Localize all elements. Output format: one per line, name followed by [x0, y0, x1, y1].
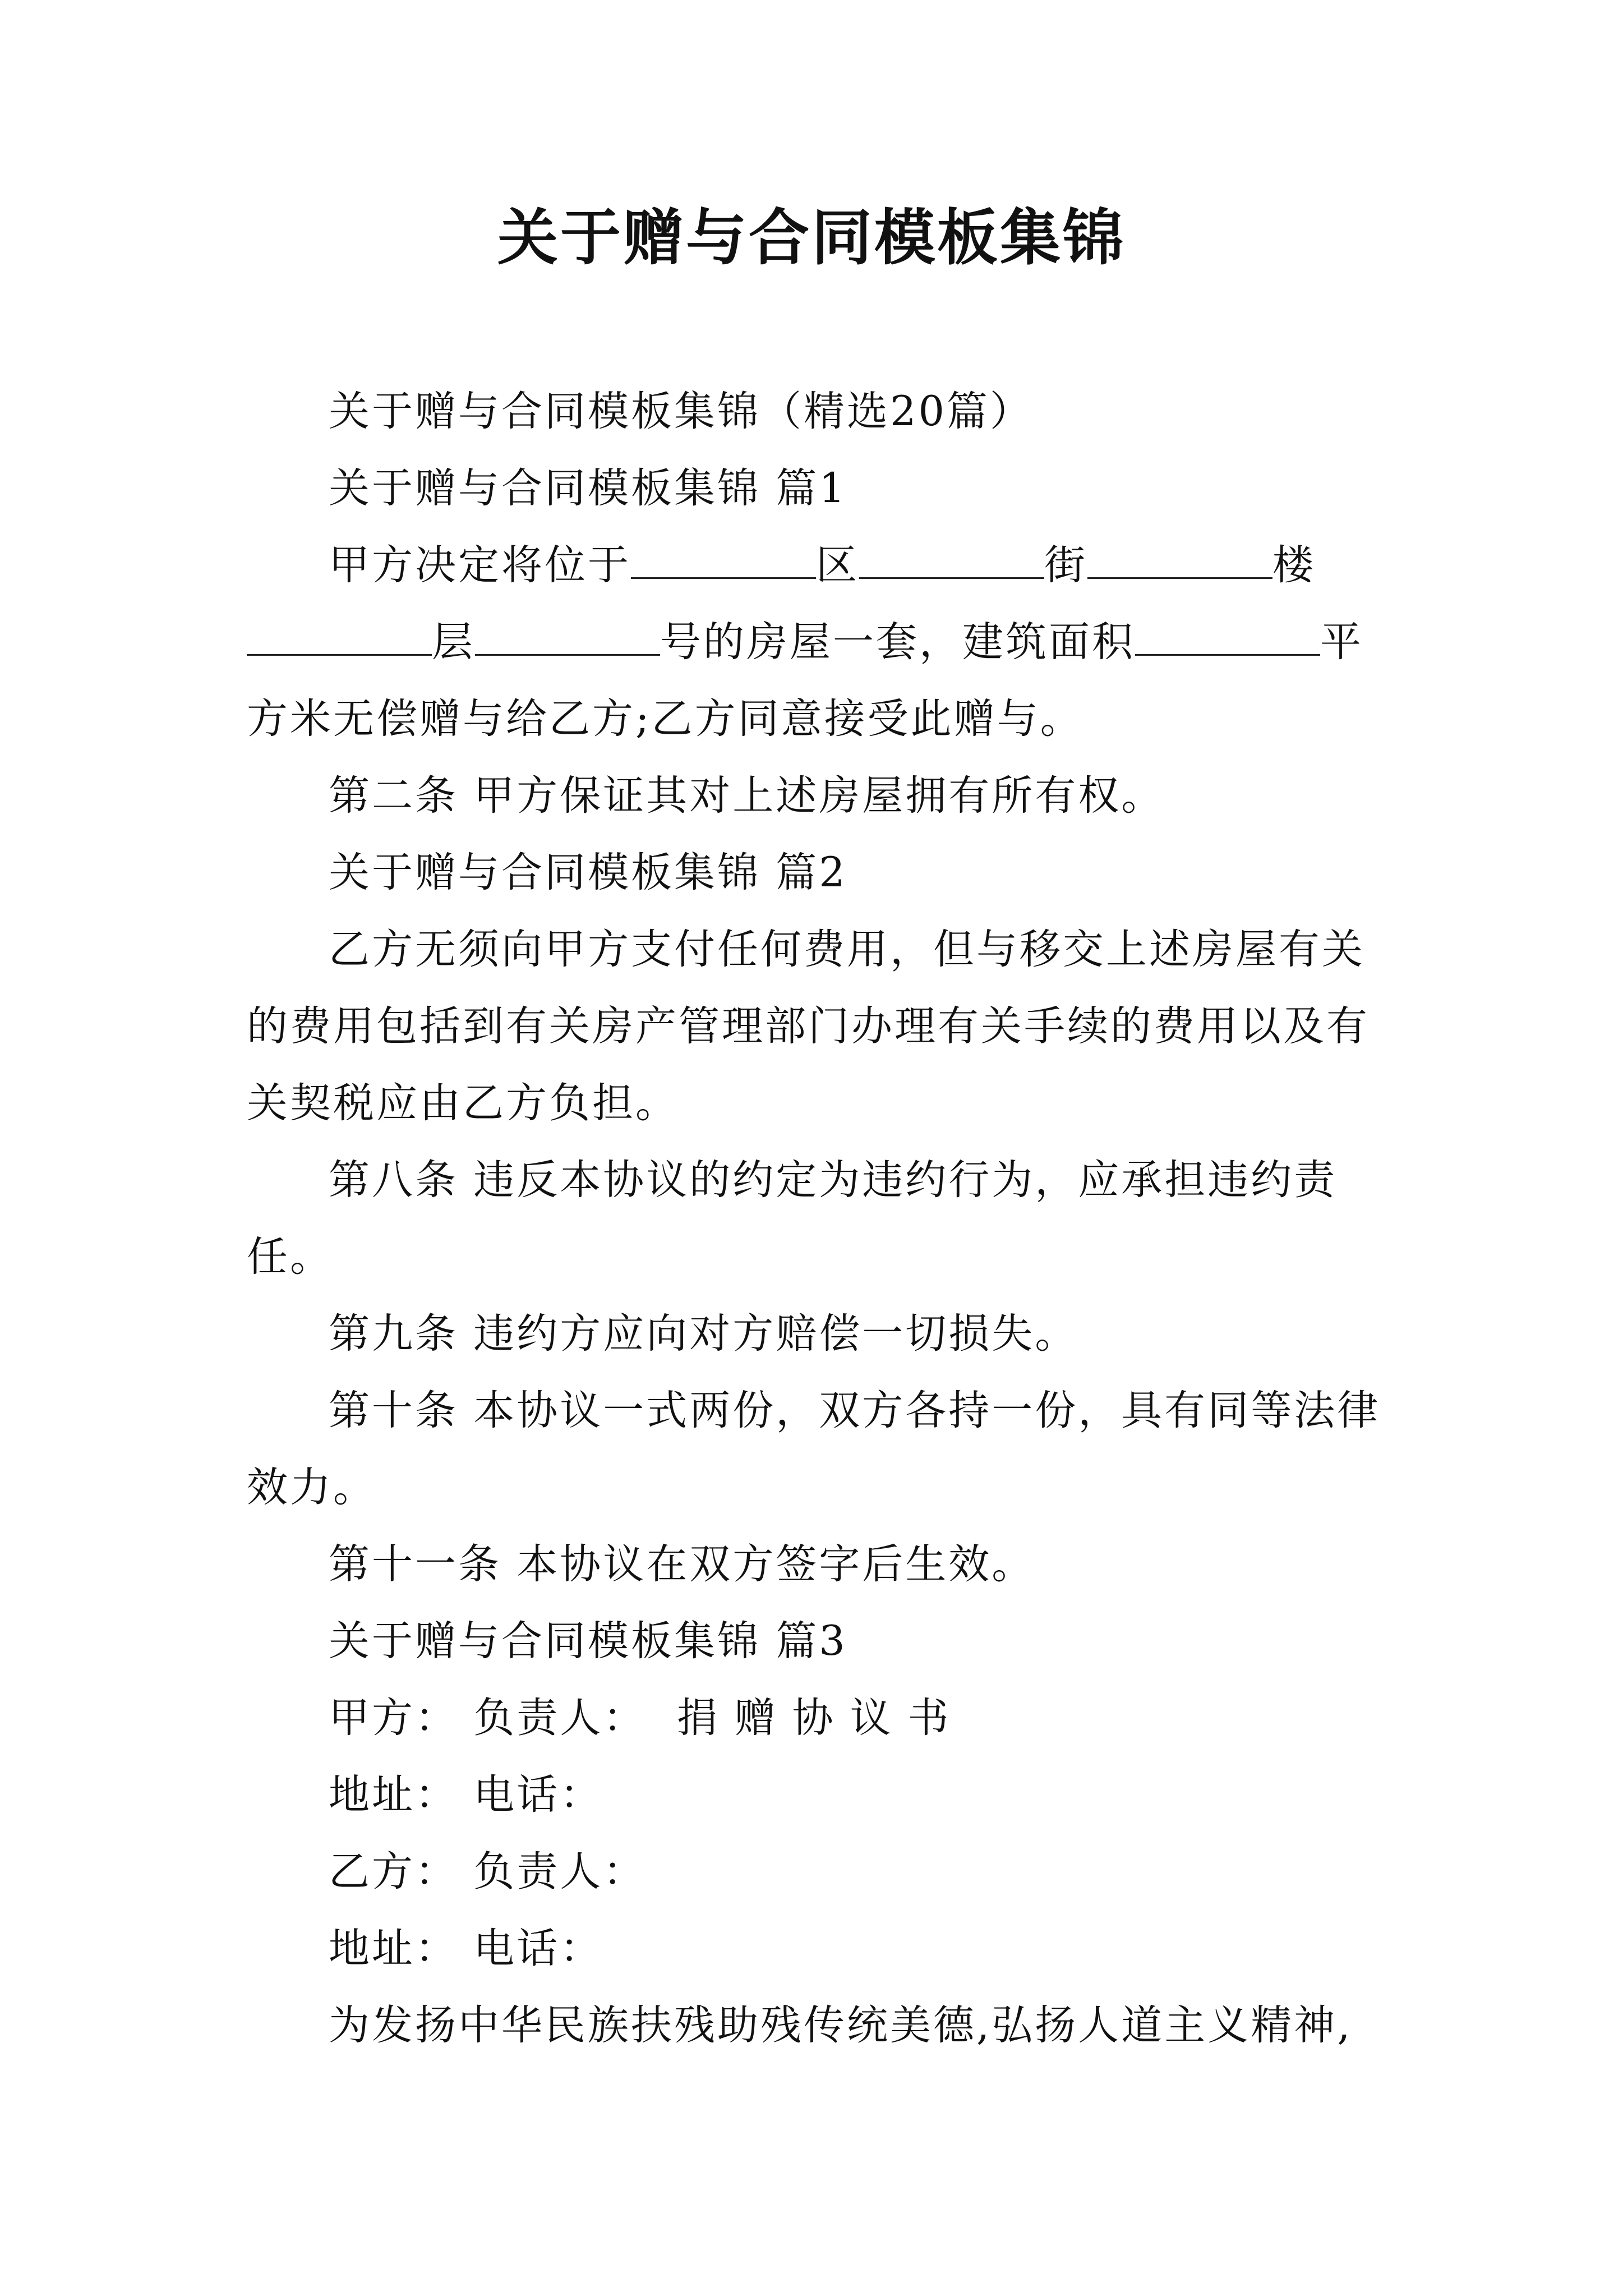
paragraph-text: 甲方决定将位于 — [329, 541, 631, 589]
party-b-line: 乙方： 负责人： — [329, 1848, 647, 1895]
blank-line — [631, 577, 816, 579]
section-heading-1: 关于赠与合同模板集锦 篇1 — [329, 464, 847, 512]
paragraph-purpose: 为发扬中华民族扶残助残传统美德,弘扬人道主义精神, — [329, 2001, 1353, 2049]
paragraph-text: 街 — [1044, 541, 1087, 589]
blank-line — [859, 577, 1044, 579]
paragraph-text: 楼 — [1272, 541, 1316, 589]
blank-line — [247, 654, 432, 656]
section-heading-2: 关于赠与合同模板集锦 篇2 — [329, 849, 847, 896]
blank-line — [475, 654, 660, 656]
blank-line — [1135, 654, 1320, 656]
article-11: 第十一条 本协议在双方签字后生效。 — [329, 1540, 1035, 1588]
paragraph-text: 平方米无偿赠与给乙方;乙方同意接受此赠与。 — [247, 618, 1363, 743]
address-line-2: 地址： 电话： — [329, 1925, 603, 1972]
article-2: 第二条 甲方保证其对上述房屋拥有所有权。 — [329, 772, 1165, 820]
document-title: 关于赠与合同模板集锦 — [497, 203, 1126, 273]
article-10: 第十条 本协议一式两份，双方各持一份，具有同等法律效力。 — [247, 1387, 1381, 1511]
paragraph-text: 层 — [432, 618, 475, 666]
paragraph-text: 区 — [816, 541, 859, 589]
paragraph-fees: 乙方无须向甲方支付任何费用，但与移交上述房屋有关的费用包括到有关房产管理部门办理有关手续的费用以及有关契税应由乙方负担。 — [247, 926, 1370, 1127]
document-body — [247, 373, 1391, 2064]
party-a-line — [247, 1680, 1391, 1756]
agreement-title: 捐赠协议书 — [676, 1694, 966, 1742]
section-heading-3: 关于赠与合同模板集锦 篇3 — [329, 1617, 847, 1665]
party-a-label: 甲方： 负责人： — [329, 1694, 647, 1742]
document-subtitle: 关于赠与合同模板集锦（精选20篇） — [329, 388, 1033, 435]
paragraph-text: 号的房屋一套，建筑面积 — [660, 618, 1135, 666]
article-9: 第九条 违约方应向对方赔偿一切损失。 — [329, 1310, 1078, 1358]
address-line-1: 地址： 电话： — [329, 1771, 603, 1819]
blank-line — [1087, 577, 1272, 579]
article-8: 第八条 违反本协议的约定为违约行为，应承担违约责任。 — [247, 1156, 1338, 1281]
paragraph-gift-property — [247, 527, 1391, 757]
